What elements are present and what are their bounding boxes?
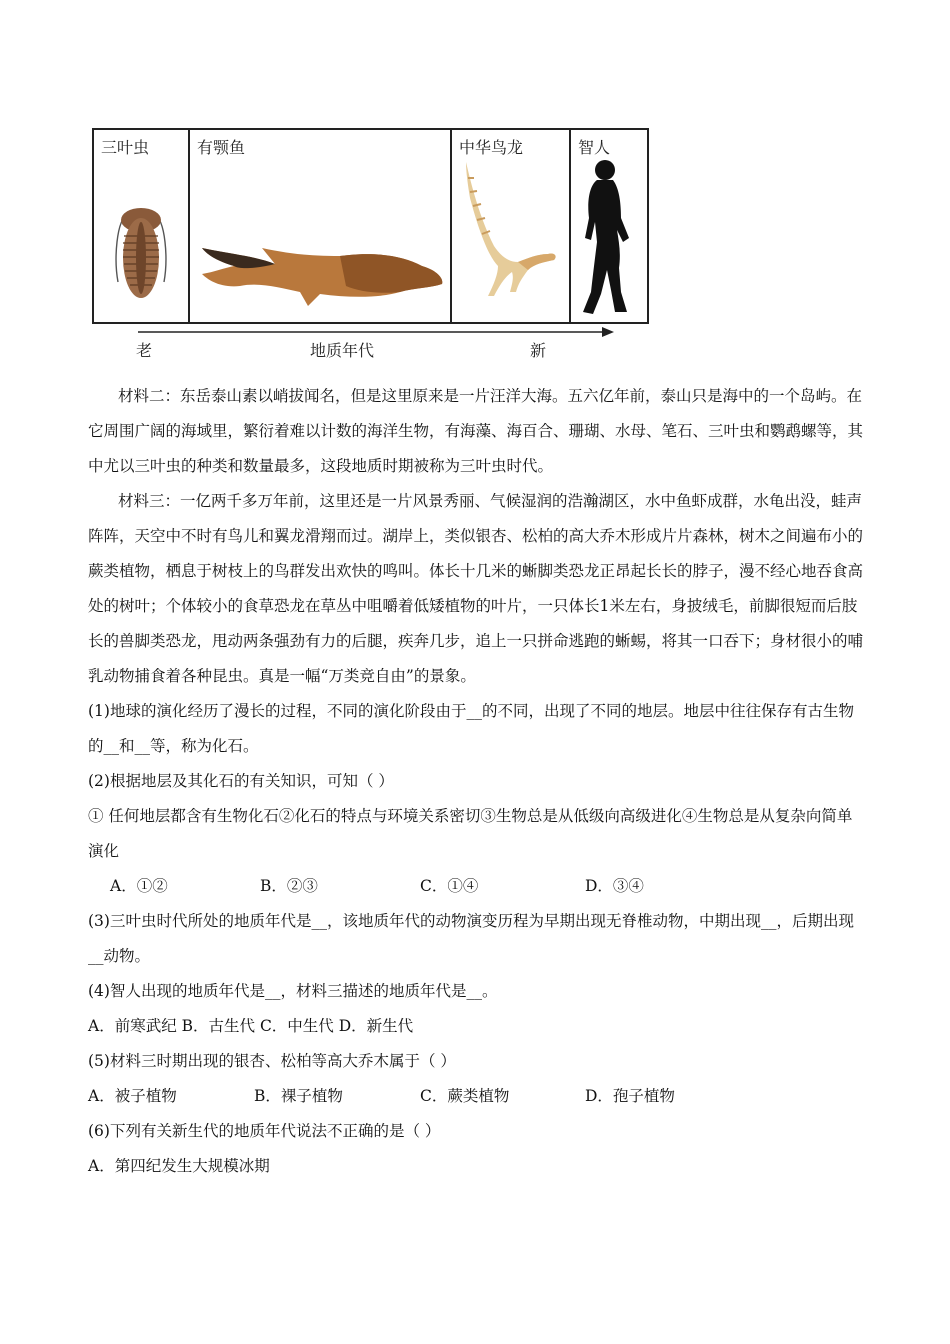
question-2-options xyxy=(88,869,863,904)
panel-homo-sapiens xyxy=(571,130,647,322)
question-3: (3)三叶虫时代所处的地质年代是__，该地质年代的动物演变历程为早期出现无脊椎动物，中期出现__，后期出现__动物。 xyxy=(88,912,854,965)
panel-label: 三叶虫 xyxy=(101,138,150,157)
panel-sinornithosaurus xyxy=(452,130,571,322)
option-c: C．蕨类植物 xyxy=(420,1087,510,1105)
option-b: B．裸子植物 xyxy=(254,1087,343,1105)
axis-title: 地质年代 xyxy=(310,341,375,360)
question-5: (5)材料三时期出现的银杏、松柏等高大乔木属于（ ） xyxy=(88,1052,456,1070)
homo-sapiens-icon xyxy=(579,158,631,316)
panel-jawed-fish xyxy=(190,130,452,322)
trilobite-icon xyxy=(110,200,172,312)
geologic-time-figure xyxy=(92,128,647,363)
material-three: 材料三：一亿两千多万年前，这里还是一片风景秀丽、气候湿润的浩瀚湖区，水中鱼虾成群，水龟出没，蛙声阵阵，天空中不时有鸟儿和翼龙滑翔而过。湖岸上，类似银杏、松柏的高大乔木形成片片森林，树木之间遍布小的蕨类植物，栖息于树枝上的鸟群发出欢快的鸣叫。体长十几米的蜥脚类恐龙正昂起长长的脖子，漫不经心地吞食高处的树叶；个体较小的食草恐龙在草丛中咀嚼着低矮植物的叶片，一只体长1米左右，身披绒毛，前脚很短而后肢长的兽脚类恐龙，甩动两条强劲有力的后腿，疾奔几步，追上一只拼命逃跑的蜥蜴，将其一口吞下；身材很小的哺乳动物捕食着各种昆虫。真是一幅“万类竞自由”的景象。 xyxy=(88,492,864,685)
option-a: A．①② xyxy=(110,877,168,895)
time-arrow-icon xyxy=(138,326,614,338)
panel-label: 智人 xyxy=(578,138,611,157)
question-6: (6)下列有关新生代的地质年代说法不正确的是（ ） xyxy=(88,1122,441,1140)
fossil-panels xyxy=(92,128,649,324)
option-a: A．被子植物 xyxy=(88,1087,177,1105)
question-2: (2)根据地层及其化石的有关知识，可知（ ） xyxy=(88,772,394,790)
axis-new-label: 新 xyxy=(530,341,547,360)
question-2-statements: ① 任何地层都含有生物化石②化石的特点与环境关系密切③生物总是从低级向高级进化④生物总是从复杂向简单演化 xyxy=(88,807,853,860)
question-6-option-a: A．第四纪发生大规模冰期 xyxy=(88,1157,270,1175)
panel-label: 有颚鱼 xyxy=(197,138,246,157)
sinornithosaurus-icon xyxy=(458,158,566,308)
axis-old-label: 老 xyxy=(136,341,153,360)
material-two: 材料二：东岳泰山素以峭拔闻名，但是这里原来是一片汪洋大海。五六亿年前，泰山只是海中的一个岛屿。在它周围广阔的海域里，繁衍着难以计数的海洋生物，有海藻、海百合、珊瑚、水母、笔石、三叶虫和鹦鹉螺等，其中尤以三叶虫的种类和数量最多，这段地质时期被称为三叶虫时代。 xyxy=(88,387,864,475)
question-5-options xyxy=(88,1079,863,1114)
option-b: B．②③ xyxy=(260,877,318,895)
question-4: (4)智人出现的地质年代是__，材料三描述的地质年代是__。 xyxy=(88,982,498,1000)
geologic-time-axis xyxy=(92,326,645,362)
option-d: D．孢子植物 xyxy=(585,1087,675,1105)
question-1: (1)地球的演化经历了漫长的过程，不同的演化阶段由于__的不同，出现了不同的地层。地层中往往保存有古生物的__和__等，称为化石。 xyxy=(88,702,854,755)
question-4-options: A．前寒武纪 B．古生代 C．中生代 D．新生代 xyxy=(88,1017,414,1035)
option-c: C．①④ xyxy=(420,877,479,895)
jawed-fish-icon xyxy=(200,240,448,310)
panel-label: 中华鸟龙 xyxy=(459,138,524,157)
panel-trilobite xyxy=(94,130,190,322)
option-d: D．③④ xyxy=(585,877,644,895)
document-body xyxy=(88,379,863,1184)
